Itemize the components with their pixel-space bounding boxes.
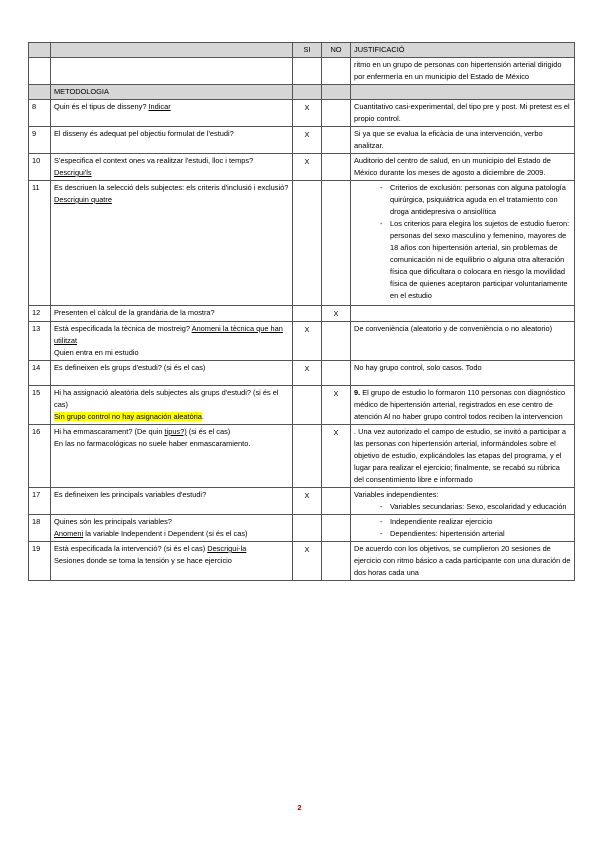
row-question: Presenten el càlcul de la grandària de la mostra?	[51, 306, 293, 322]
row-number: 19	[29, 542, 51, 581]
no-mark: X	[322, 306, 351, 322]
row-justification	[351, 181, 575, 306]
row-number: 15	[29, 386, 51, 425]
list-item: - Variables secundarias: Sexo, escolaridad y educación	[380, 501, 571, 513]
no-mark	[322, 127, 351, 154]
si-mark	[293, 181, 322, 306]
no-mark	[322, 361, 351, 386]
highlighted-note: Sin grupo control no hay asignación aleatòria	[54, 412, 202, 421]
row-number: 18	[29, 515, 51, 542]
table-row	[29, 181, 575, 306]
row-justification: 9. El grupo de estudio lo formaron 110 personas con diagnóstico médico de hipertensión arterial, registrados en ese centro de atención Al no haber grupo control todos reciben la intervencion	[351, 386, 575, 425]
row-number: 14	[29, 361, 51, 386]
row-justification: De conveniència (aleatorio y de conveniència o no aleatorio)	[351, 322, 575, 361]
table-row	[29, 154, 575, 181]
row-justification: Si ya que se evalua la eficàcia de una intervención, verbo analitzar.	[351, 127, 575, 154]
row-question: Està especificada la intervenció? (si és el cas) Descrigui-la Sesiones donde se toma la tensión y se hace ejercicio	[51, 542, 293, 581]
row-question: Quin és el tipus de disseny? Indicar	[51, 100, 293, 127]
header-no: NO	[322, 43, 351, 58]
no-mark: X	[322, 425, 351, 488]
list-item: - Criterios de exclusión: personas con alguna patología quirúrgica, psiquiátrica aguda en el tratamiento con droga antidepresiva o ansiolítica	[380, 182, 571, 218]
row-question: Està especificada la tècnica de mostreig? Anomeni la tècnica que han utilitzat Quien entra en mi estudio	[51, 322, 293, 361]
row-justification: Variables independientes: - Variables secundarias: Sexo, escolaridad y educación	[351, 488, 575, 515]
row-justification: Cuantitativo casi-experimental, del tipo pre y post. Mi pretest es el propio control.	[351, 100, 575, 127]
row-question: S'especifica el context ones va realitzar l'estudi, lloc i temps? Descrigui'ls	[51, 154, 293, 181]
section-row	[29, 85, 575, 100]
table-row	[29, 542, 575, 581]
table-row	[29, 306, 575, 322]
no-mark	[322, 100, 351, 127]
row-justification: De acuerdo con los objetivos, se cumplieron 20 sesiones de ejercicio con ritmo básico a cada participante con una duración de dos horas cada una	[351, 542, 575, 581]
table-row	[29, 515, 575, 542]
no-mark	[322, 181, 351, 306]
header-justificacio: JUSTIFICACIÓ	[351, 43, 575, 58]
row-number: 13	[29, 322, 51, 361]
row-number: 10	[29, 154, 51, 181]
page-number: 2	[297, 803, 302, 812]
header-num-cell	[29, 43, 51, 58]
row-number: 16	[29, 425, 51, 488]
row-number: 8	[29, 100, 51, 127]
no-mark	[322, 515, 351, 542]
list-item: - Independiente realizar ejercicio	[380, 516, 571, 528]
row-justification	[351, 515, 575, 542]
row-justification: . Una vez autorizado el campo de estudio, se invitó a participar a las personas con hipertensión arterial, informándoles sobre el objetivo de estudio, explicándoles las etapas del programa, y el lugar para realizar el ejercicio; finalmente, se recabó su rúbrica del consentimiento libre e informado	[351, 425, 575, 488]
row-question: Es descriuen la selecció dels subjectes: els criteris d'inclusió i exclusió? Descriguin quatre	[51, 181, 293, 306]
intro-justification: ritmo en un grupo de personas con hipertensión arterial dirigido por enfermería en un municipio del Estado de México	[351, 58, 575, 85]
row-justification: No hay grupo control, solo casos. Todo	[351, 361, 575, 386]
si-mark	[293, 306, 322, 322]
row-number: 11	[29, 181, 51, 306]
header-question-cell	[51, 43, 293, 58]
si-mark: X	[293, 542, 322, 581]
si-mark: X	[293, 100, 322, 127]
table-header-row	[29, 43, 575, 58]
si-mark: X	[293, 322, 322, 361]
si-mark: X	[293, 154, 322, 181]
no-mark	[322, 322, 351, 361]
no-mark	[322, 154, 351, 181]
table-row	[29, 322, 575, 361]
list-item: - Los criterios para elegira los sujetos de estudio fueron: personas del sexo masculino y femenino, mayores de 18 años con hipertensión arterial, sin problemas de comunicación ni de equilibrio o alguna otra alteración física que dificultara o colocara en riesgo la movilidad física de quienes aceptaron participar voluntariamente en el estudio	[380, 218, 571, 302]
row-question: Hi ha emmascarament? (De quin tipus?) (si és el cas) En las no farmacológicas no suele haber enmascaramiento.	[51, 425, 293, 488]
row-justification	[351, 306, 575, 322]
table-row	[29, 488, 575, 515]
si-mark	[293, 386, 322, 425]
row-justification: Auditorio del centro de salud, en un municipio del Estado de México durante los meses de agosto a diciembre de 2009.	[351, 154, 575, 181]
si-mark	[293, 425, 322, 488]
no-mark: X	[322, 386, 351, 425]
row-question: Es defineixen els grups d'estudi? (si és el cas)	[51, 361, 293, 386]
table-row	[29, 425, 575, 488]
header-si: SI	[293, 43, 322, 58]
si-mark: X	[293, 361, 322, 386]
evaluation-table	[28, 42, 575, 581]
list-item: - Dependientes: hipertensión arterial	[380, 528, 571, 540]
si-mark: X	[293, 127, 322, 154]
row-question: Hi ha assignació aleatòria dels subjectes als grups d'estudi? (si és el cas) Sin grupo control no hay asignación aleatòria.	[51, 386, 293, 425]
row-number: 12	[29, 306, 51, 322]
no-mark	[322, 542, 351, 581]
table-row	[29, 127, 575, 154]
si-mark	[293, 515, 322, 542]
row-question: El disseny és adequat pel objectiu formulat de l'estudi?	[51, 127, 293, 154]
table-row	[29, 100, 575, 127]
row-question: Quines són les principals variables? Anomeni la variable Independent i Dependent (si és el cas)	[51, 515, 293, 542]
section-title: METODOLOGIA	[51, 85, 293, 100]
si-mark: X	[293, 488, 322, 515]
table-row-intro	[29, 58, 575, 85]
row-question: Es defineixen les principals variables d'estudi?	[51, 488, 293, 515]
row-number: 9	[29, 127, 51, 154]
row-number: 17	[29, 488, 51, 515]
table-row	[29, 386, 575, 425]
no-mark	[322, 488, 351, 515]
table-row	[29, 361, 575, 386]
